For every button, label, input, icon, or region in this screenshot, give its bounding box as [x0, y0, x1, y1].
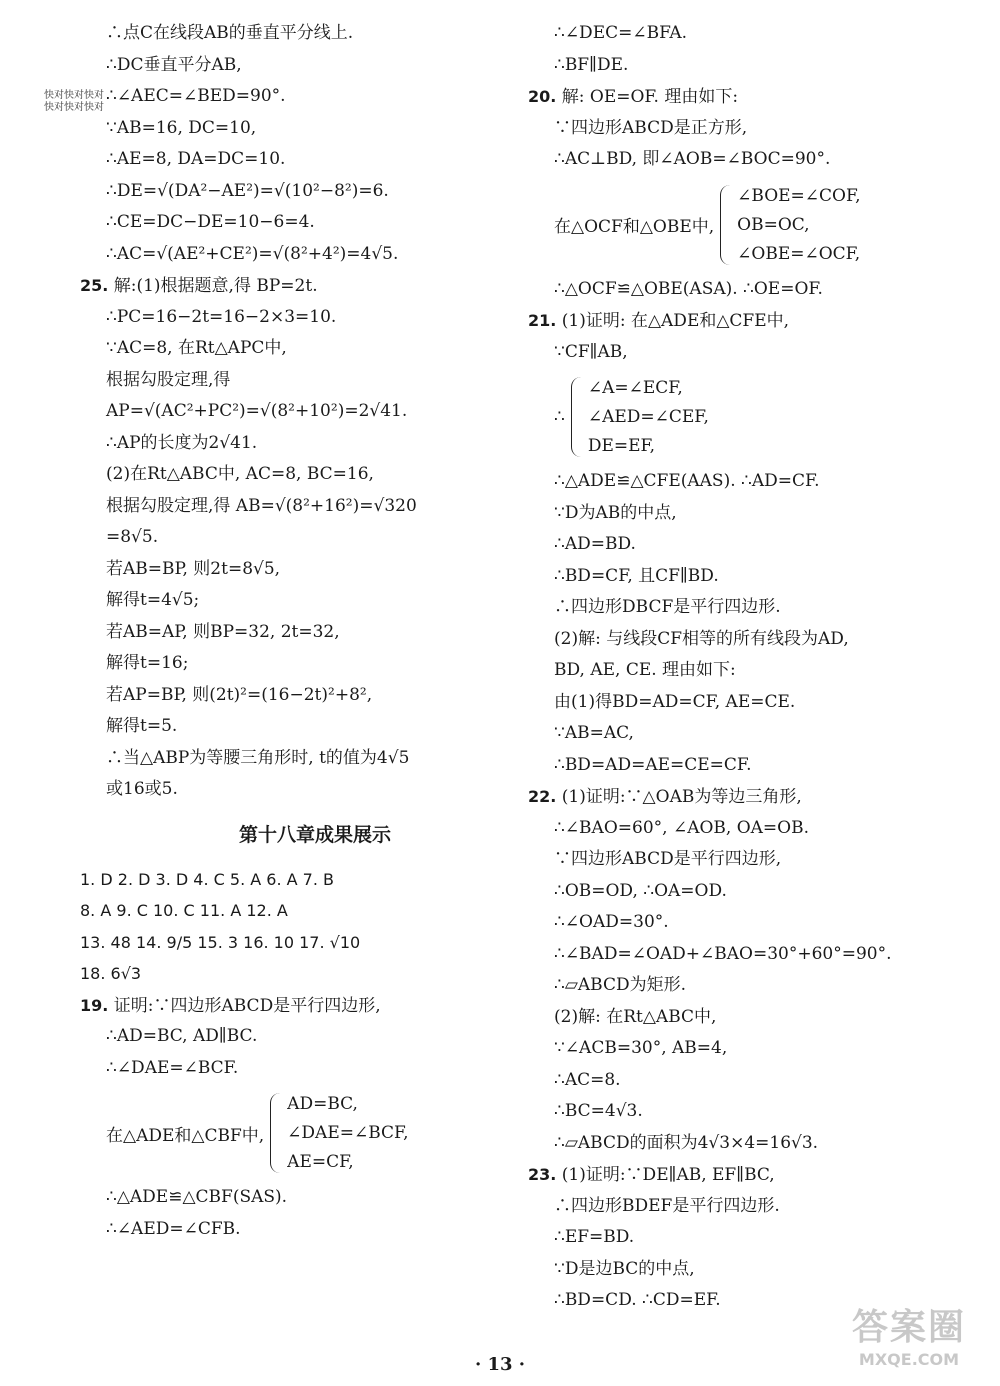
stamp-text: 快对快对快对: [44, 102, 104, 113]
text-line: (2)在Rt△ABC中, AC=8, BC=16,: [106, 464, 374, 484]
text-line: ∴▱ABCD为矩形.: [554, 975, 687, 995]
question-number: 23.: [528, 1165, 557, 1184]
watermark-text: 答案圈: [851, 1307, 966, 1348]
answer-row: 18. 6√3: [80, 964, 142, 983]
text-line: 解得t=16;: [106, 653, 189, 673]
question-text: (1)证明: 在△ADE和△CFE中,: [561, 311, 790, 331]
question-20-first-line: [528, 81, 978, 113]
text-line: (2)解: 与线段CF相等的所有线段为AD,: [554, 628, 849, 649]
question-22-first-line: [528, 781, 978, 813]
right-column: [528, 18, 978, 1317]
question-21-first-line: [528, 305, 978, 337]
text-line: 若AP=BP, 则(2t)²=(16−2t)²+8²,: [106, 684, 373, 705]
text-line: ∴AE=8, DA=DC=10.: [106, 149, 286, 169]
text-line: ∴△ADE≌△CBF(SAS).: [106, 1187, 288, 1207]
text-line: ∵CF∥AB,: [554, 341, 628, 362]
text-line: ∵四边形ABCD是正方形,: [554, 117, 748, 138]
text-line: ∴△OCF≌△OBE(ASA). ∴OE=OF.: [554, 278, 823, 299]
text-line: ∵D是边BC的中点,: [554, 1258, 695, 1279]
system-prefix: 在△ADE和△CBF中,: [106, 1125, 265, 1146]
question-number: 19.: [80, 995, 109, 1015]
question-number: 21.: [528, 311, 557, 330]
text-line: ∵AC=8, 在Rt△APC中,: [106, 338, 287, 358]
text-line: 根据勾股定理,得: [106, 369, 231, 390]
text-line: ∴AD=BD.: [554, 534, 636, 554]
question-23-first-line: [528, 1159, 978, 1191]
text-line: ∴AP的长度为2√41.: [106, 432, 258, 453]
text-line: ∴∠DAE=∠BCF.: [106, 1057, 239, 1078]
text-line: 由(1)得BD=AD=CF, AE=CE.: [554, 691, 796, 712]
stamp-overlay: [44, 90, 104, 114]
text-line: 解得t=5.: [106, 716, 178, 736]
brace-icon: [720, 185, 731, 265]
text-line: ∴当△ABP为等腰三角形时, t的值为4√5: [106, 747, 410, 768]
text-line: ∵AB=16, DC=10,: [106, 117, 257, 138]
text-line: ∴∠AEC=∠BED=90°.: [106, 86, 286, 106]
text-line: AP=√(AC²+PC²)=√(8²+10²)=2√41.: [106, 401, 408, 421]
text-line: ∴AC⊥BD, 即∠AOB=∠BOC=90°.: [554, 149, 831, 169]
equation-system: [528, 176, 978, 274]
text-line: ∴∠BAD=∠OAD+∠BAO=30°+60°=90°.: [554, 943, 892, 964]
text-line: ∴四边形BDEF是平行四边形.: [554, 1195, 780, 1216]
question-text: 解:(1)根据题意,得 BP=2t.: [113, 276, 318, 296]
text-line: ∴四边形DBCF是平行四边形.: [554, 597, 781, 617]
text-line: ∴DC垂直平分AB,: [106, 54, 242, 75]
system-prefix: 在△OCF和△OBE中,: [554, 217, 715, 237]
system-item: AE=CF,: [287, 1152, 354, 1172]
brace-icon: [571, 377, 582, 457]
text-line: ∴BC=4√3.: [554, 1101, 643, 1121]
question-text: (1)证明:∵△OAB为等边三角形,: [561, 787, 802, 807]
text-line: BD, AE, CE. 理由如下:: [554, 660, 736, 680]
text-line: ∴AD=BC, AD∥BC.: [106, 1026, 258, 1046]
question-text: 证明:∵四边形ABCD是平行四边形,: [113, 995, 381, 1016]
system-item: AD=BC,: [287, 1094, 358, 1114]
text-line: ∴CE=DC−DE=10−6=4.: [106, 212, 315, 232]
system-items: [588, 374, 709, 460]
answer-row: 1. D 2. D 3. D 4. C 5. A 6. A 7. B: [80, 869, 334, 889]
system-prefix: ∴: [554, 407, 565, 427]
text-line: ∴PC=16−2t=16−2×3=10.: [106, 306, 337, 327]
system-item: OB=OC,: [737, 214, 810, 235]
text-line: ∴BD=AD=AE=CE=CF.: [554, 754, 752, 775]
equation-system: [528, 368, 978, 466]
system-item: ∠DAE=∠BCF,: [287, 1123, 409, 1143]
system-item: ∠BOE=∠COF,: [737, 185, 861, 206]
text-line: =8√5.: [106, 527, 159, 547]
text-line: ∴DE=√(DA²−AE²)=√(10²−8²)=6.: [106, 180, 389, 201]
answer-row: 8. A 9. C 10. C 11. A 12. A: [80, 901, 288, 920]
text-line: ∴AC=8.: [554, 1069, 621, 1090]
answer-row: 13. 48 14. 9/5 15. 3 16. 10 17. √10: [80, 932, 361, 952]
text-line: 或16或5.: [106, 779, 178, 799]
watermark-url: MXQE.COM: [858, 1350, 960, 1369]
text-line: ∴BD=CD. ∴CD=EF.: [554, 1290, 721, 1310]
text-line: ∴∠OAD=30°.: [554, 912, 669, 932]
answer-key: [80, 864, 510, 990]
text-line: (2)解: 在Rt△ABC中,: [554, 1006, 717, 1027]
text-line: ∴∠DEC=∠BFA.: [554, 23, 688, 43]
brace-icon: [270, 1093, 281, 1173]
question-text: 解: OE=OF. 理由如下:: [561, 87, 739, 107]
system-item: ∠A=∠ECF,: [587, 378, 683, 398]
system-item: ∠AED=∠CEF,: [587, 407, 709, 427]
text-line: ∵D为AB的中点,: [554, 502, 677, 523]
text-line: ∵四边形ABCD是平行四边形,: [554, 849, 782, 869]
page-number: · 13 ·: [474, 1354, 526, 1375]
question-text: (1)证明:∵DE∥AB, EF∥BC,: [561, 1165, 775, 1185]
text-line: ∴EF=BD.: [554, 1227, 635, 1247]
system-item: DE=EF,: [587, 436, 656, 456]
text-line: ∴△ADE≌△CFE(AAS). ∴AD=CF.: [554, 471, 820, 491]
equation-system: [80, 1084, 510, 1182]
text-line: ∴BD=CF, 且CF∥BD.: [554, 565, 719, 586]
section-title: 第十八章成果展示: [238, 823, 391, 846]
text-line: 若AB=BP, 则2t=8√5,: [106, 558, 281, 579]
text-line: ∴BF∥DE.: [554, 54, 629, 75]
question-19-first-line: [80, 990, 510, 1022]
text-line: ∴▱ABCD的面积为4√3×4=16√3.: [554, 1132, 819, 1153]
question-25-first-line: [80, 270, 510, 302]
text-line: ∴OB=OD, ∴OA=OD.: [554, 880, 727, 901]
system-items: [287, 1090, 408, 1176]
text-line: ∴点C在线段AB的垂直平分线上.: [106, 23, 354, 43]
text-line: 解得t=4√5;: [106, 590, 200, 610]
left-column: [80, 18, 510, 1245]
system-items: [737, 182, 860, 268]
question-number: 20.: [528, 87, 557, 106]
text-line: ∵AB=AC,: [554, 723, 634, 743]
text-line: 根据勾股定理,得 AB=√(8²+16²)=√320: [106, 495, 417, 516]
question-number: 22.: [528, 787, 557, 806]
watermark-logo: [834, 1306, 984, 1376]
question-number: 25.: [80, 276, 109, 295]
system-item: ∠OBE=∠OCF,: [737, 243, 861, 264]
text-line: ∵∠ACB=30°, AB=4,: [554, 1038, 728, 1058]
text-line: ∴∠AED=∠CFB.: [106, 1218, 241, 1239]
text-line: ∴∠BAO=60°, ∠AOB, OA=OB.: [554, 817, 809, 838]
text-line: 若AB=AP, 则BP=32, 2t=32,: [106, 621, 340, 642]
stamp-text: 快对快对快对: [44, 90, 104, 101]
text-line: ∴AC=√(AE²+CE²)=√(8²+4²)=4√5.: [106, 243, 399, 264]
